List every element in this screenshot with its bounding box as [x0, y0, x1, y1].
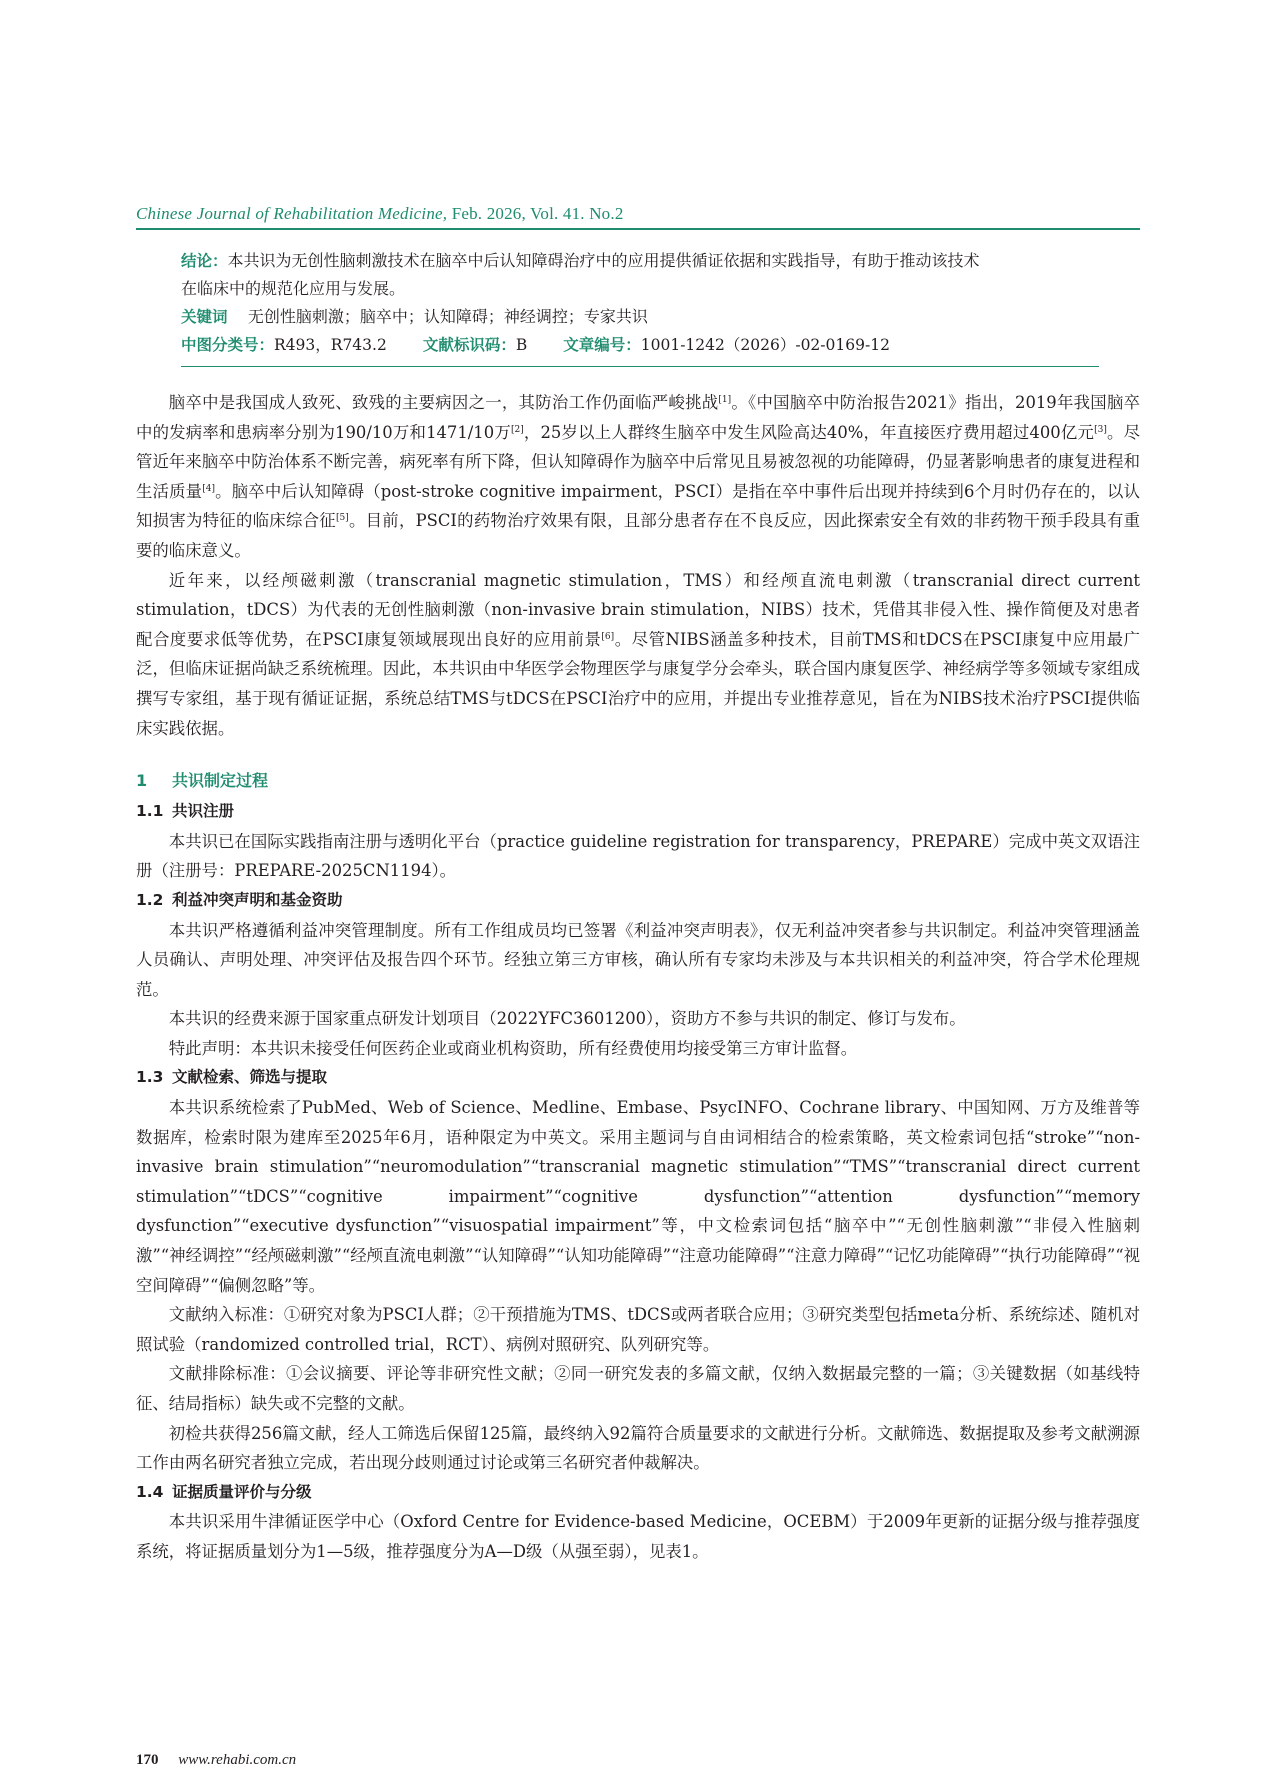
- section-1-3-paragraph-4: 初检共获得256篇文献，经人工筛选后保留125篇，最终纳入92篇符合质量要求的文献进行分析。文献筛选、数据提取及参考文献溯源工作由两名研究者独立完成，若出现分歧则通过讨论或第三名研究者仲裁解决。: [136, 1423, 1140, 1473]
- section-1-1-paragraph: 本共识已在国际实践指南注册与透明化平台（practice guideline registration for transparency，PREPARE）完成中英文双语注册（注册号：PREPARE-2025CN1194）。: [136, 831, 1140, 881]
- keywords-text: 无创性脑刺激；脑卒中；认知障碍；神经调控；专家共识: [247, 307, 648, 326]
- citation-4: [4]: [202, 483, 215, 494]
- classification-row: [181, 332, 1097, 358]
- doc-code-value: B: [515, 336, 528, 354]
- conclusion-text: 本共识为无创性脑刺激技术在脑卒中后认知障碍治疗中的应用提供循证依据和实践指导，有助于推动该技术: [227, 251, 980, 270]
- keywords-row: [181, 304, 1097, 330]
- page-number: 170: [136, 1752, 159, 1768]
- citation-6: [6]: [601, 631, 615, 642]
- abstract-rule: [181, 366, 1099, 367]
- conclusion-row-2: [181, 276, 1097, 302]
- section-1-4-paragraph: 本共识采用牛津循证医学中心（Oxford Centre for Evidence-based Medicine，OCEBM）于2009年更新的证据分级与推荐强度系统，将证据质量划分为1—5级，推荐强度分为A—D级（从强至弱），见表1。: [136, 1512, 1140, 1561]
- citation-2: [2]: [510, 424, 524, 435]
- issue-info: Feb. 2026, Vol. 41. No.2: [451, 204, 624, 223]
- section-1-3-paragraph-2: 文献纳入标准：①研究对象为PSCI人群；②干预措施为TMS、tDCS或两者联合应用；③研究类型包括meta分析、系统综述、随机对照试验（randomized controlled trial，RCT）、病例对照研究、队列研究等。: [136, 1305, 1140, 1354]
- journal-url: www.rehabi.com.cn: [178, 1752, 297, 1768]
- citation-3: [3]: [1094, 424, 1107, 435]
- section-1-3-paragraph-3: 文献排除标准：①会议摘要、评论等非研究性文献；②同一研究发表的多篇文献，仅纳入数据最完整的一篇；③关键数据（如基线特征、结局指标）缺失或不完整的文献。: [136, 1364, 1140, 1413]
- section-1-2-paragraph-3: 特此声明：本共识未接受任何医药企业或商业机构资助，所有经费使用均接受第三方审计监督。: [168, 1038, 858, 1058]
- clc-value: R493，R743.2: [274, 336, 387, 354]
- section-1-3-heading: 1.3 文献检索、筛选与提取: [136, 1068, 328, 1087]
- citation-5: [5]: [335, 513, 349, 524]
- doc-code-label: 文献标识码：: [422, 336, 516, 354]
- conclusion-row: [181, 248, 1097, 274]
- section-1-4-heading: 1.4 证据质量评价与分级: [136, 1482, 312, 1501]
- article-no-label: 文章编号：: [563, 336, 641, 354]
- journal-name: Chinese Journal of Rehabilitation Medicine,: [136, 204, 448, 223]
- section-1-heading: 1 共识制定过程: [136, 771, 269, 791]
- section-1-2-heading: 1.2 利益冲突声明和基金资助: [136, 890, 343, 909]
- section-1-1-heading: 1.1 共识注册: [136, 802, 235, 821]
- header-rule: [136, 228, 1140, 230]
- conclusion-label: 结论：: [181, 252, 228, 270]
- intro-paragraph-2: 近年来，以经颅磁刺激（transcranial magnetic stimulation，TMS）和经颅直流电刺激（transcranial direct current stimulation，tDCS）为代表的无创性脑刺激（non-invasive brain stimulation，NIBS）技术，凭借其非侵入性、操作简便及对患者配合度要求低等优势，在PSCI康复领域展现出良好的应用前景[6]。尽管NIBS涵盖多种技术，目前TMS和tDCS在PSCI康复中应用最广泛，但临床证据尚缺乏系统梳理。因此，本共识由中华医学会物理医学与康复学分会牵头，联合国内康复医学、神经病学等多领域专家组成撰写专家组，基于现有循证证据，系统总结TMS与tDCS在PSCI治疗中的应用，并提出专业推荐意见，旨在为NIBS技术治疗PSCI提供临床实践依据。: [136, 570, 1140, 738]
- section-1-2-paragraph-2: 本共识的经费来源于国家重点研发计划项目（2022YFC3601200），资助方不参与共识的制定、修订与发布。: [168, 1009, 966, 1029]
- intro-paragraph-1: 脑卒中是我国成人致死、致残的主要病因之一，其防治工作仍面临严峻挑战[1]。《中国脑卒中防治报告2021》指出，2019年我国脑卒中的发病率和患病率分别为190/10万和1471/10万[2]，25岁以上人群终生脑卒中发生风险高达40%，年直接医疗费用超过400亿元[3]。尽管近年来脑卒中防治体系不断完善，病死率有所下降，但认知障碍作为脑卒中后常见且易被忽视的功能障碍，仍显著影响患者的康复进程和生活质量[4]。脑卒中后认知障碍（post-stroke cognitive impairment，PSCI）是指在卒中事件后出现并持续到6个月时仍存在的，以认知损害为特征的临床综合征[5]。目前，PSCI的药物治疗效果有限，且部分患者存在不良反应，因此探索安全有效的非药物干预手段具有重要的临床意义。: [136, 393, 1141, 560]
- body-text: [136, 388, 1140, 1567]
- abstract-block: [181, 248, 1097, 358]
- page-footer: [136, 1752, 296, 1769]
- running-head: [136, 204, 1140, 224]
- section-1-2-paragraph-1: 本共识严格遵循利益冲突管理制度。所有工作组成员均已签署《利益冲突声明表》，仅无利益冲突者参与共识制定。利益冲突管理涵盖人员确认、声明处理、冲突评估及报告四个环节。经独立第三方审核，确认所有专家均未涉及与本共识相关的利益冲突，符合学术伦理规范。: [136, 920, 1140, 999]
- clc-label: 中图分类号：: [181, 336, 275, 354]
- section-1-3-paragraph-1: 本共识系统检索了PubMed、Web of Science、Medline、Embase、PsycINFO、Cochrane library、中国知网、万方及维普等数据库，检索时限为建库至2025年6月，语种限定为中英文。采用主题词与自由词相结合的检索策略，英文检索词包括“stroke”“non-invasive brain stimulation”“neuromodulation”“transcranial magnetic stimulation”“TMS”“transcranial direct current stimulation”“tDCS”“cognitive impairment”“cognitive dysfunction”“attention dysfunction”“memory dysfunction”“executive dysfunction”“visuospatial impairment”等，中文检索词包括“脑卒中”“无创性脑刺激”“非侵入性脑刺激”“神经调控”“经颅磁刺激”“经颅直流电刺激”“认知障碍”“认知功能障碍”“注意功能障碍”“注意力障碍”“记忆功能障碍”“执行功能障碍”“视空间障碍”“偏侧忽略”等。: [136, 1098, 1140, 1295]
- article-no-value: 1001-1242（2026）-02-0169-12: [640, 336, 890, 354]
- keywords-label: 关键词: [181, 308, 228, 326]
- citation-1: [1]: [718, 395, 732, 405]
- conclusion-text-2: 在临床中的规范化应用与发展。: [181, 279, 406, 298]
